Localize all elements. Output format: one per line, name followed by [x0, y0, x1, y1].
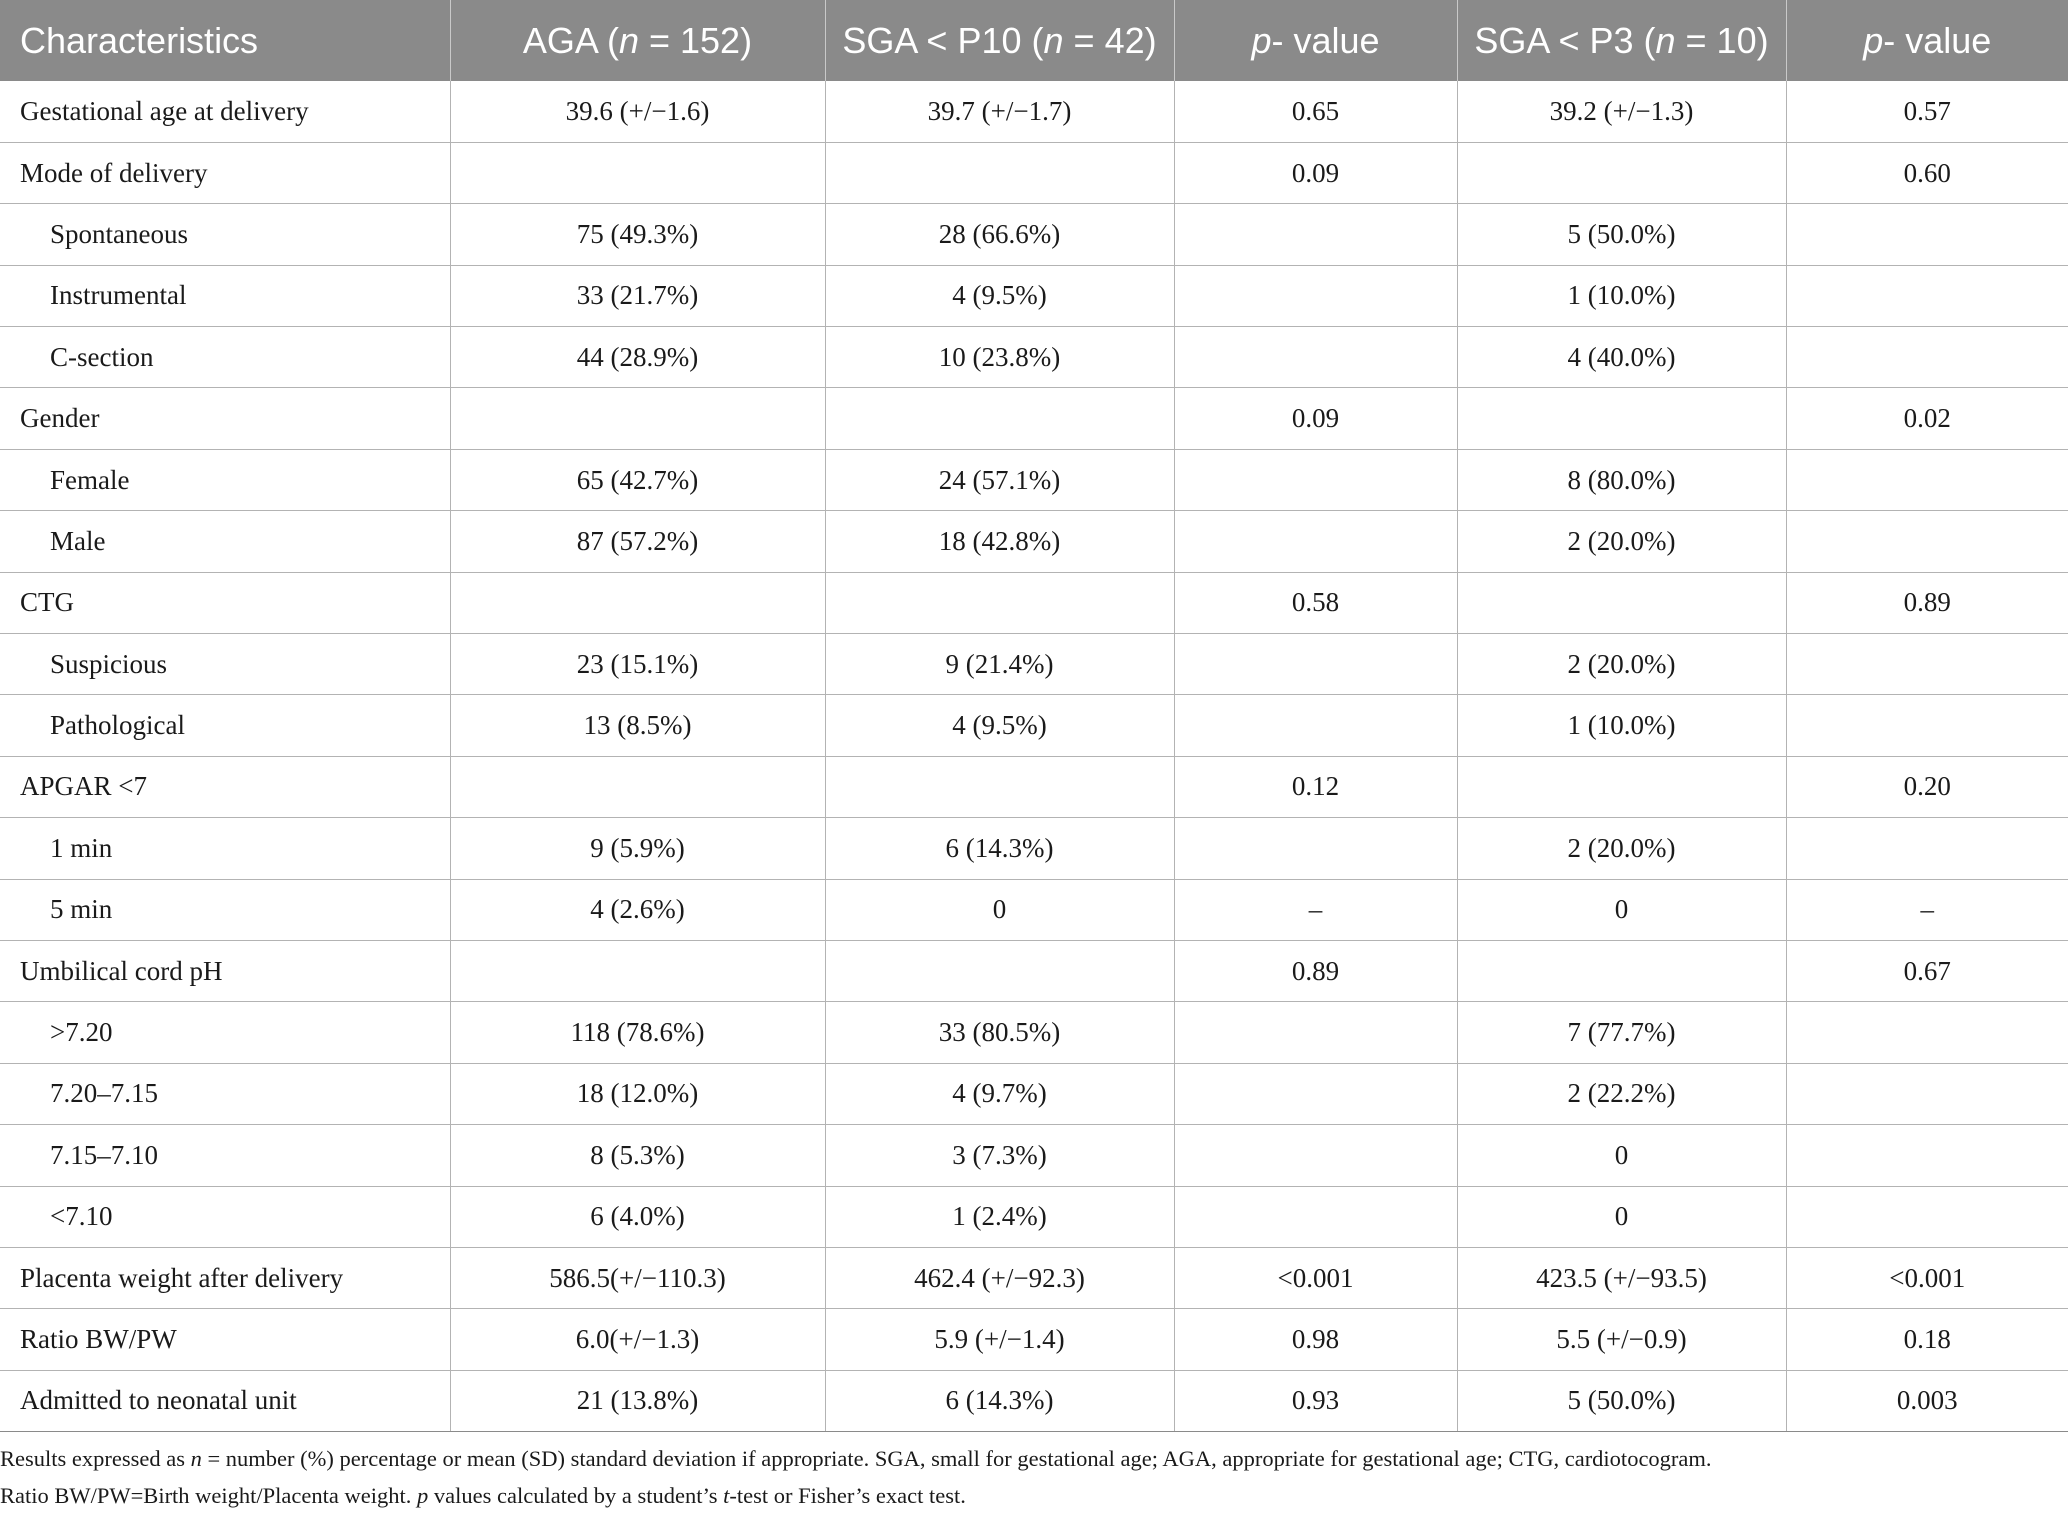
footnote-line-1: Results expressed as n = number (%) percentage or mean (SD) standard deviation if appropriate. SGA, small for gestational age; AGA, appropriate for gestational age; CTG, cardiotocogram. [0, 1446, 1712, 1471]
aga-cell [450, 940, 825, 1001]
p-value-1-cell [1174, 1002, 1457, 1063]
row-label-cell: Suspicious [0, 634, 450, 695]
p-value-2-cell: 0.02 [1786, 388, 2068, 449]
table-row [0, 634, 2068, 695]
p-value-1-cell: 0.09 [1174, 388, 1457, 449]
sga-p10-cell: 10 (23.8%) [825, 327, 1174, 388]
p-value-2-cell: 0.89 [1786, 572, 2068, 633]
aga-cell [450, 572, 825, 633]
p-value-1-cell: 0.89 [1174, 940, 1457, 1001]
p-value-2-cell: 0.67 [1786, 940, 2068, 1001]
sga-p10-cell: 3 (7.3%) [825, 1125, 1174, 1186]
row-label-cell: Spontaneous [0, 204, 450, 265]
p-value-2-cell [1786, 1186, 2068, 1247]
sga-p3-cell [1457, 572, 1786, 633]
sga-p3-cell: 1 (10.0%) [1457, 265, 1786, 326]
aga-cell: 586.5(+/−110.3) [450, 1247, 825, 1308]
sga-p10-cell: 4 (9.7%) [825, 1063, 1174, 1124]
sga-p10-cell: 28 (66.6%) [825, 204, 1174, 265]
p-value-1-cell [1174, 818, 1457, 879]
table-row [0, 1063, 2068, 1124]
table-row [0, 1247, 2068, 1308]
sga-p10-cell: 39.7 (+/−1.7) [825, 81, 1174, 142]
p-value-1-cell: 0.98 [1174, 1309, 1457, 1370]
row-label-cell: C-section [0, 327, 450, 388]
row-label-cell: >7.20 [0, 1002, 450, 1063]
aga-cell: 21 (13.8%) [450, 1370, 825, 1431]
row-label-cell: 7.20–7.15 [0, 1063, 450, 1124]
aga-cell: 9 (5.9%) [450, 818, 825, 879]
aga-cell: 6 (4.0%) [450, 1186, 825, 1247]
p-value-2-cell [1786, 1125, 2068, 1186]
header-p-value-2: p- value [1786, 0, 2068, 81]
p-value-2-cell [1786, 1002, 2068, 1063]
aga-cell [450, 388, 825, 449]
p-value-2-cell [1786, 204, 2068, 265]
p-value-1-cell [1174, 634, 1457, 695]
sga-p3-cell: 5.5 (+/−0.9) [1457, 1309, 1786, 1370]
row-label-cell: Admitted to neonatal unit [0, 1370, 450, 1431]
row-label-cell: Mode of delivery [0, 142, 450, 203]
header-sga-p3: SGA < P3 (n = 10) [1457, 0, 1786, 81]
p-value-1-cell [1174, 511, 1457, 572]
p-value-1-cell: <0.001 [1174, 1247, 1457, 1308]
aga-cell [450, 756, 825, 817]
sga-p3-cell [1457, 756, 1786, 817]
header-sga-p10: SGA < P10 (n = 42) [825, 0, 1174, 81]
p-value-1-cell: 0.09 [1174, 142, 1457, 203]
sga-p10-cell: 462.4 (+/−92.3) [825, 1247, 1174, 1308]
row-label-cell: Female [0, 449, 450, 510]
sga-p3-cell: 2 (20.0%) [1457, 634, 1786, 695]
sga-p10-cell [825, 388, 1174, 449]
aga-cell: 6.0(+/−1.3) [450, 1309, 825, 1370]
p-value-1-cell [1174, 1125, 1457, 1186]
aga-cell: 118 (78.6%) [450, 1002, 825, 1063]
row-label-cell: Pathological [0, 695, 450, 756]
sga-p10-cell [825, 940, 1174, 1001]
p-value-2-cell: 0.18 [1786, 1309, 2068, 1370]
p-value-2-cell: 0.20 [1786, 756, 2068, 817]
aga-cell: 18 (12.0%) [450, 1063, 825, 1124]
sga-p10-cell: 24 (57.1%) [825, 449, 1174, 510]
table-row [0, 695, 2068, 756]
footnote-line-2: Ratio BW/PW=Birth weight/Placenta weight. p values calculated by a student’s t-test or Fisher’s exact test. [0, 1483, 966, 1508]
aga-cell: 13 (8.5%) [450, 695, 825, 756]
sga-p10-cell: 6 (14.3%) [825, 1370, 1174, 1431]
p-value-2-cell [1786, 695, 2068, 756]
table-footnote [0, 1440, 2050, 1514]
row-label-cell: Gender [0, 388, 450, 449]
p-value-1-cell: 0.65 [1174, 81, 1457, 142]
sga-p3-cell [1457, 940, 1786, 1001]
row-label-cell: Umbilical cord pH [0, 940, 450, 1001]
aga-cell: 65 (42.7%) [450, 449, 825, 510]
sga-p3-cell: 423.5 (+/−93.5) [1457, 1247, 1786, 1308]
p-value-2-cell: 0.003 [1786, 1370, 2068, 1431]
sga-p10-cell: 0 [825, 879, 1174, 940]
sga-p3-cell: 5 (50.0%) [1457, 204, 1786, 265]
aga-cell [450, 142, 825, 203]
sga-p3-cell: 0 [1457, 879, 1786, 940]
row-label-cell: <7.10 [0, 1186, 450, 1247]
p-value-2-cell [1786, 327, 2068, 388]
sga-p10-cell: 4 (9.5%) [825, 695, 1174, 756]
p-value-2-cell [1786, 265, 2068, 326]
sga-p3-cell: 2 (20.0%) [1457, 511, 1786, 572]
sga-p3-cell: 4 (40.0%) [1457, 327, 1786, 388]
row-label-cell: 5 min [0, 879, 450, 940]
header-characteristics: Characteristics [20, 19, 259, 61]
sga-p3-cell: 39.2 (+/−1.3) [1457, 81, 1786, 142]
row-label-cell: APGAR <7 [0, 756, 450, 817]
table-row [0, 756, 2068, 817]
p-value-2-cell [1786, 818, 2068, 879]
sga-p3-cell: 5 (50.0%) [1457, 1370, 1786, 1431]
aga-cell: 8 (5.3%) [450, 1125, 825, 1186]
table-row [0, 265, 2068, 326]
aga-cell: 39.6 (+/−1.6) [450, 81, 825, 142]
sga-p10-cell: 33 (80.5%) [825, 1002, 1174, 1063]
table-header [0, 0, 2068, 81]
sga-p3-cell [1457, 142, 1786, 203]
row-label-cell: Male [0, 511, 450, 572]
sga-p10-cell: 18 (42.8%) [825, 511, 1174, 572]
p-value-1-cell: 0.93 [1174, 1370, 1457, 1431]
header-p-value-1: p- value [1174, 0, 1457, 81]
aga-cell: 23 (15.1%) [450, 634, 825, 695]
row-label-cell: 1 min [0, 818, 450, 879]
sga-p10-cell: 6 (14.3%) [825, 818, 1174, 879]
p-value-1-cell: 0.58 [1174, 572, 1457, 633]
table-row [0, 1186, 2068, 1247]
p-value-2-cell [1786, 634, 2068, 695]
aga-cell: 44 (28.9%) [450, 327, 825, 388]
table-row [0, 388, 2068, 449]
p-value-1-cell: 0.12 [1174, 756, 1457, 817]
table-row [0, 449, 2068, 510]
aga-cell: 87 (57.2%) [450, 511, 825, 572]
table-row [0, 940, 2068, 1001]
sga-p3-cell: 2 (22.2%) [1457, 1063, 1786, 1124]
aga-cell: 75 (49.3%) [450, 204, 825, 265]
p-value-1-cell: – [1174, 879, 1457, 940]
table-row [0, 142, 2068, 203]
sga-p10-cell: 5.9 (+/−1.4) [825, 1309, 1174, 1370]
sga-p3-cell: 7 (77.7%) [1457, 1002, 1786, 1063]
p-value-2-cell [1786, 1063, 2068, 1124]
p-value-2-cell: 0.57 [1786, 81, 2068, 142]
sga-p3-cell: 0 [1457, 1125, 1786, 1186]
table-row [0, 1370, 2068, 1431]
table-row [0, 572, 2068, 633]
table-row [0, 327, 2068, 388]
sga-p3-cell: 0 [1457, 1186, 1786, 1247]
row-label-cell: CTG [0, 572, 450, 633]
table-row [0, 511, 2068, 572]
table-row [0, 879, 2068, 940]
table-row [0, 1309, 2068, 1370]
sga-p10-cell: 4 (9.5%) [825, 265, 1174, 326]
row-label-cell: Ratio BW/PW [0, 1309, 450, 1370]
table-row [0, 1125, 2068, 1186]
p-value-1-cell [1174, 695, 1457, 756]
sga-p3-cell [1457, 388, 1786, 449]
sga-p10-cell [825, 756, 1174, 817]
p-value-2-cell: 0.60 [1786, 142, 2068, 203]
sga-p3-cell: 2 (20.0%) [1457, 818, 1786, 879]
aga-cell: 33 (21.7%) [450, 265, 825, 326]
p-value-1-cell [1174, 1186, 1457, 1247]
table-row [0, 1002, 2068, 1063]
p-value-1-cell [1174, 1063, 1457, 1124]
sga-p3-cell: 1 (10.0%) [1457, 695, 1786, 756]
p-value-1-cell [1174, 204, 1457, 265]
p-value-2-cell [1786, 449, 2068, 510]
row-label-cell: 7.15–7.10 [0, 1125, 450, 1186]
row-label-cell: Instrumental [0, 265, 450, 326]
p-value-2-cell: <0.001 [1786, 1247, 2068, 1308]
sga-p3-cell: 8 (80.0%) [1457, 449, 1786, 510]
header-row [0, 0, 2068, 81]
p-value-2-cell: – [1786, 879, 2068, 940]
row-label-cell: Gestational age at delivery [0, 81, 450, 142]
table-row [0, 818, 2068, 879]
p-value-1-cell [1174, 327, 1457, 388]
table-row [0, 81, 2068, 142]
sga-p10-cell [825, 142, 1174, 203]
p-value-1-cell [1174, 265, 1457, 326]
aga-cell: 4 (2.6%) [450, 879, 825, 940]
p-value-2-cell [1786, 511, 2068, 572]
header-aga: AGA (n = 152) [450, 0, 825, 81]
table-body [0, 81, 2068, 1432]
sga-p10-cell: 9 (21.4%) [825, 634, 1174, 695]
sga-p10-cell: 1 (2.4%) [825, 1186, 1174, 1247]
table-row [0, 204, 2068, 265]
sga-p10-cell [825, 572, 1174, 633]
p-value-1-cell [1174, 449, 1457, 510]
row-label-cell: Placenta weight after delivery [0, 1247, 450, 1308]
